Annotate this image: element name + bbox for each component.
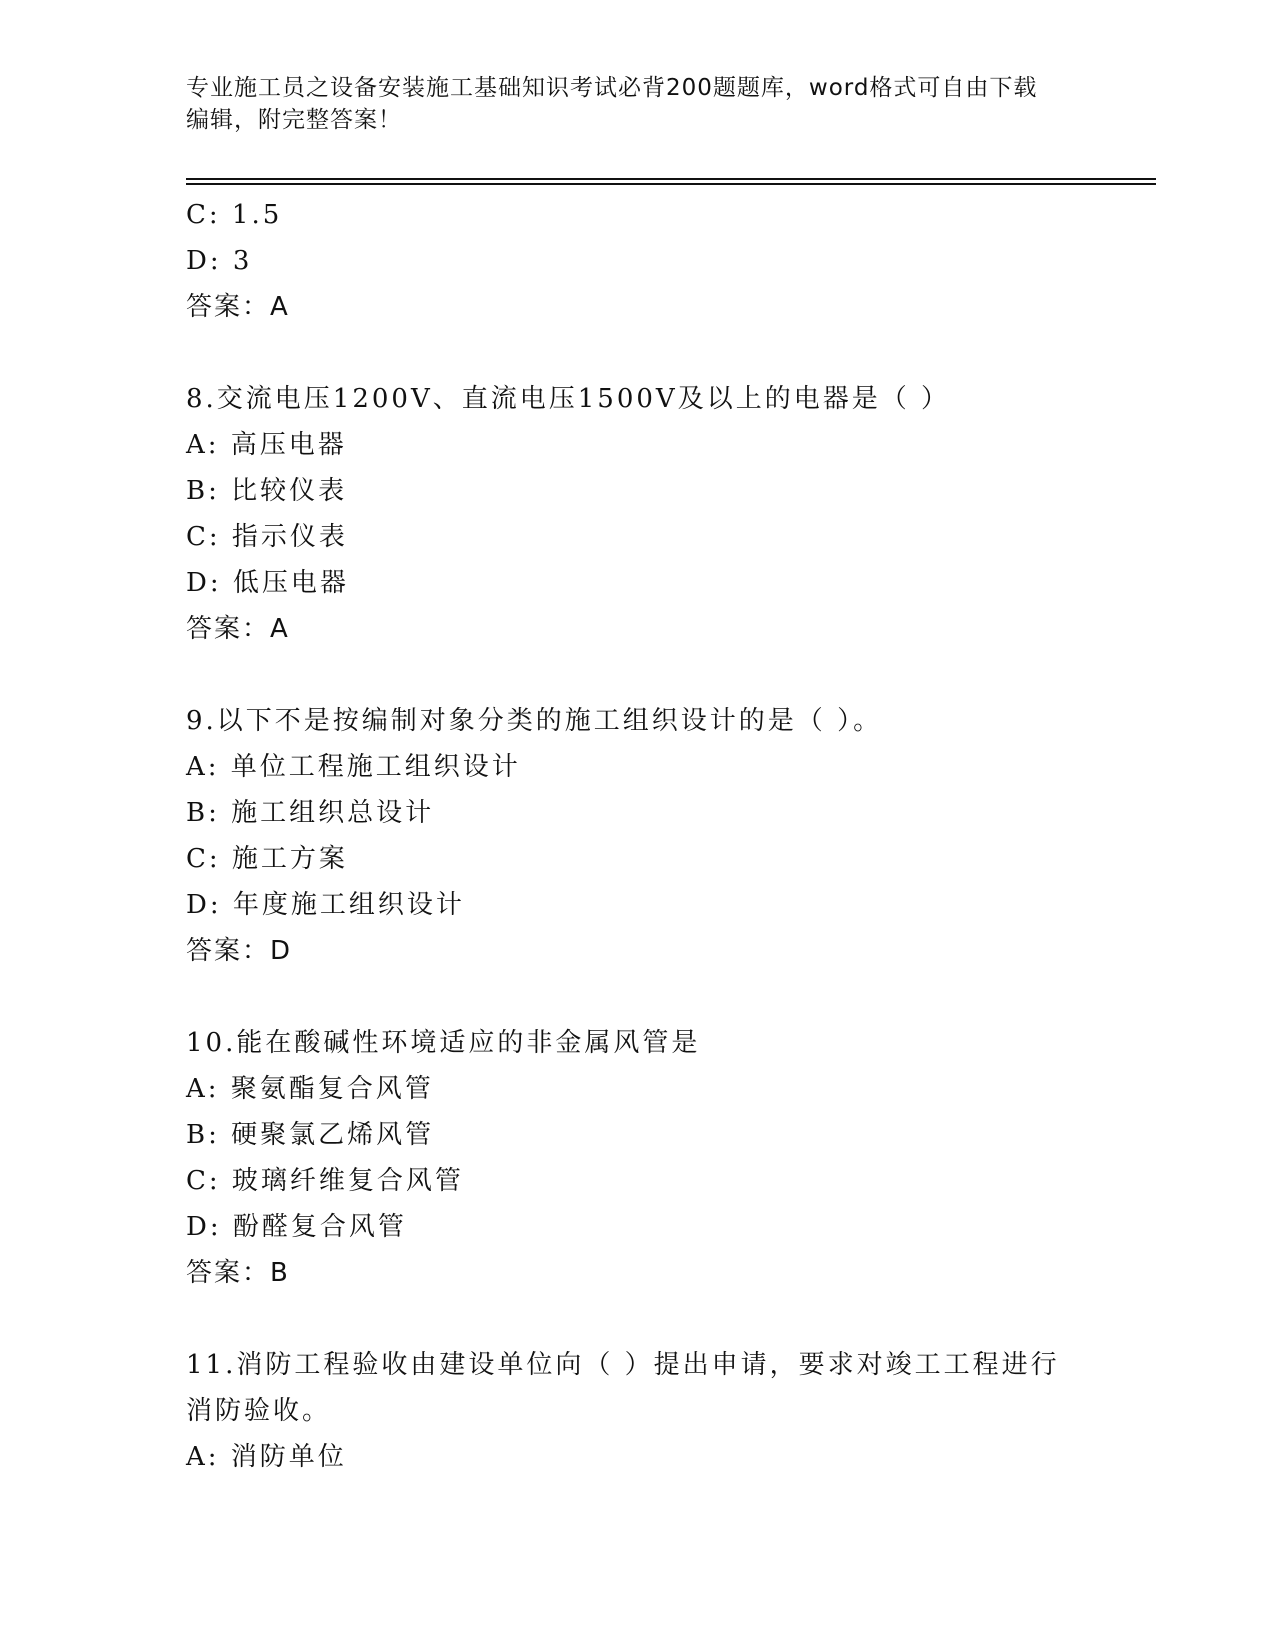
question-10 <box>186 1020 1186 1296</box>
spacer <box>186 330 1186 376</box>
answer: 答案：A <box>186 292 290 322</box>
option-c: C: 施工方案 <box>186 844 348 874</box>
header-line-1: 专业施工员之设备安装施工基础知识考试必背200题题库，word格式可自由下载 <box>186 75 1038 101</box>
answer: 答案：B <box>186 1258 290 1288</box>
option-a: A: 消防单位 <box>186 1442 347 1472</box>
question-stem-line-2: 消防验收。 <box>186 1396 332 1426</box>
question-stem: 9.以下不是按编制对象分类的施工组织设计的是（ ）。 <box>186 706 883 736</box>
header-rule-top <box>186 178 1156 180</box>
option-d: D: 年度施工组织设计 <box>186 890 465 920</box>
option-b: B: 硬聚氯乙烯风管 <box>186 1120 435 1150</box>
option-b: B: 施工组织总设计 <box>186 798 435 828</box>
spacer <box>186 974 1186 1020</box>
spacer <box>186 652 1186 698</box>
option-d: D: 3 <box>186 246 253 276</box>
option-a: A: 单位工程施工组织设计 <box>186 752 521 782</box>
question-stem: 10.能在酸碱性环境适应的非金属风管是 <box>186 1028 701 1058</box>
header-line-2: 编辑，附完整答案！ <box>186 107 402 133</box>
question-stem-line-1: 11.消防工程验收由建设单位向（ ）提出申请，要求对竣工工程进行 <box>186 1350 1060 1380</box>
document-header <box>186 72 1086 136</box>
spacer <box>186 1296 1186 1342</box>
option-d: D: 酚醛复合风管 <box>186 1212 407 1242</box>
option-c: C: 玻璃纤维复合风管 <box>186 1166 464 1196</box>
option-c: C: 1.5 <box>186 200 283 230</box>
option-a: A: 高压电器 <box>186 430 347 460</box>
option-c: C: 指示仪表 <box>186 522 348 552</box>
option-a: A: 聚氨酯复合风管 <box>186 1074 434 1104</box>
question-stem: 8.交流电压1200V、直流电压1500V及以上的电器是（ ） <box>186 384 950 414</box>
option-d: D: 低压电器 <box>186 568 349 598</box>
question-8 <box>186 376 1186 652</box>
question-7-tail <box>186 192 1186 330</box>
question-11 <box>186 1342 1186 1480</box>
answer: 答案：A <box>186 614 290 644</box>
answer: 答案：D <box>186 936 293 966</box>
question-9 <box>186 698 1186 974</box>
header-rule-bottom <box>186 183 1156 185</box>
option-b: B: 比较仪表 <box>186 476 348 506</box>
question-list <box>186 192 1186 1480</box>
